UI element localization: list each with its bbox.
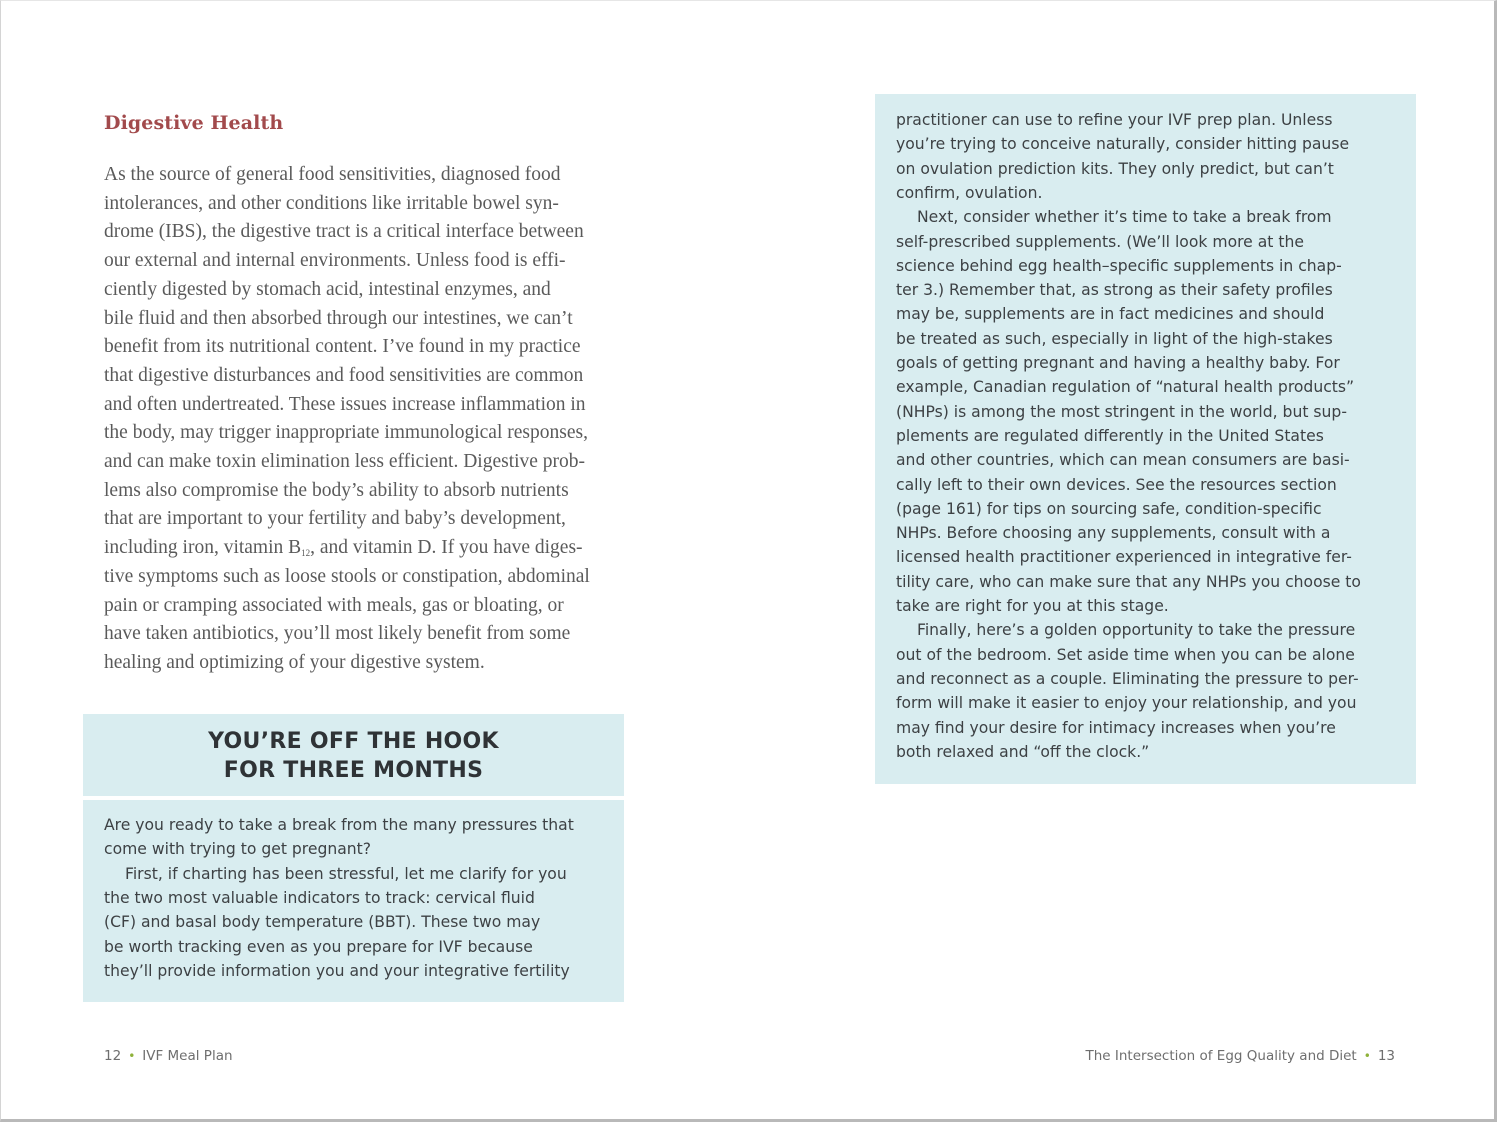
sidebar-line: and other countries, which can mean consumers are basi- <box>896 451 1350 470</box>
left-footer <box>104 1048 233 1064</box>
sidebar-line: self-prescribed supplements. (We’ll look more at the <box>896 232 1304 251</box>
sidebar-line: Finally, here’s a golden opportunity to take the pressure <box>917 621 1356 640</box>
sidebar-line: Next, consider whether it’s time to take a break from <box>917 208 1332 227</box>
sidebar-line: cally left to their own devices. See the resources section <box>896 475 1337 494</box>
sidebar-line: be treated as such, especially in light of the high-stakes <box>896 329 1333 348</box>
sidebar-title-box <box>83 714 624 796</box>
running-title: IVF Meal Plan <box>142 1048 233 1064</box>
sidebar-line: science behind egg health–specific supplements in chap- <box>896 256 1342 275</box>
sidebar-line: take are right for you at this stage. <box>896 597 1169 615</box>
sidebar-line: licensed health practitioner experienced in integrative fer- <box>896 548 1352 567</box>
body-line: have taken antibiotics, you’ll most likely benefit from some <box>104 623 571 645</box>
sidebar-line: out of the bedroom. Set aside time when you can be alone <box>896 645 1355 664</box>
sidebar-line: you’re trying to conceive naturally, consider hitting pause <box>896 135 1350 154</box>
sidebar-title-line: FOR THREE MONTHS <box>223 758 484 783</box>
body-line: tive symptoms such as loose stools or constipation, abdominal <box>104 565 590 587</box>
sidebar-line: NHPs. Before choosing any supplements, consult with a <box>896 524 1331 543</box>
body-line: that digestive disturbances and food sensitivities are common <box>104 364 584 386</box>
sidebar-line: tility care, who can make sure that any NHPs you choose to <box>896 572 1361 591</box>
body-line: the body, may trigger inappropriate immunological responses, <box>104 422 588 444</box>
sidebar-line: (NHPs) is among the most stringent in the world, but sup- <box>896 402 1347 421</box>
sidebar-line: goals of getting pregnant and having a healthy baby. For <box>896 354 1340 372</box>
sidebar-line: the two most valuable indicators to track: cervical fluid <box>104 888 535 907</box>
sidebar-line: ter 3.) Remember that, as strong as their safety profiles <box>896 281 1333 300</box>
body-line: pain or cramping associated with meals, gas or bloating, or <box>104 594 564 616</box>
body-line: healing and optimizing of your digestive system. <box>104 651 485 673</box>
sidebar-title-line: YOU’RE OFF THE HOOK <box>208 729 499 754</box>
body-line: ciently digested by stomach acid, intestinal enzymes, and <box>104 278 551 300</box>
sidebar-line: plements are regulated differently in the United States <box>896 426 1324 445</box>
body-line: and can make toxin elimination less efficient. Digestive prob- <box>104 451 586 472</box>
sidebar-line: (CF) and basal body temperature (BBT). These two may <box>104 913 541 932</box>
right-footer <box>1086 1048 1396 1064</box>
subscript: 12 <box>301 548 311 559</box>
text-segment: , and vitamin D. If you have diges- <box>310 537 583 559</box>
sidebar-line: may find your desire for intimacy increases when you’re <box>896 718 1336 737</box>
sidebar-line: example, Canadian regulation of “natural health products” <box>896 378 1355 397</box>
body-line: drome (IBS), the digestive tract is a critical interface between <box>104 221 584 243</box>
body-line: and often undertreated. These issues increase inflammation in <box>104 393 586 415</box>
body-line: that are important to your fertility and baby’s development, <box>104 508 566 530</box>
text-segment: including iron, vitamin B <box>104 537 302 559</box>
sidebar-line: on ovulation prediction kits. They only predict, but can’t <box>896 159 1334 178</box>
sidebar-line: First, if charting has been stressful, let me clarify for you <box>125 864 567 883</box>
body-line: our external and internal environments. Unless food is effi- <box>104 250 566 272</box>
sidebar-line: Are you ready to take a break from the many pressures that <box>104 816 574 834</box>
body-line: lems also compromise the body’s ability to absorb nutrients <box>104 479 569 501</box>
sidebar-line: may be, supplements are in fact medicines and should <box>896 305 1325 324</box>
footer-bullet: • <box>1363 1049 1371 1063</box>
running-title: The Intersection of Egg Quality and Diet <box>1085 1048 1357 1064</box>
sidebar-line: they’ll provide information you and your integrative fertility <box>104 961 570 980</box>
sidebar-line: practitioner can use to refine your IVF prep plan. Unless <box>896 111 1333 129</box>
sidebar-line: form will make it easier to enjoy your relationship, and you <box>896 694 1357 713</box>
body-line: bile fluid and then absorbed through our intestines, we can’t <box>104 307 573 329</box>
sidebar-line: (page 161) for tips on sourcing safe, condition-specific <box>896 499 1322 518</box>
body-line <box>104 537 583 564</box>
sidebar-line: be worth tracking even as you prepare for IVF because <box>104 937 533 956</box>
sidebar-line: confirm, ovulation. <box>896 183 1043 202</box>
body-line: As the source of general food sensitivities, diagnosed food <box>104 164 561 185</box>
sidebar-line: and reconnect as a couple. Eliminating the pressure to per- <box>896 669 1359 688</box>
page-number: 12 <box>104 1048 122 1064</box>
sidebar-line: come with trying to get pregnant? <box>104 840 372 859</box>
body-line: benefit from its nutritional content. I’ve found in my practice <box>104 336 581 358</box>
body-line: intolerances, and other conditions like irritable bowel syn- <box>104 192 559 214</box>
page-number: 13 <box>1377 1048 1395 1064</box>
footer-bullet: • <box>128 1049 136 1063</box>
sidebar-line: both relaxed and “off the clock.” <box>896 742 1150 761</box>
section-heading: Digestive Health <box>104 112 284 134</box>
